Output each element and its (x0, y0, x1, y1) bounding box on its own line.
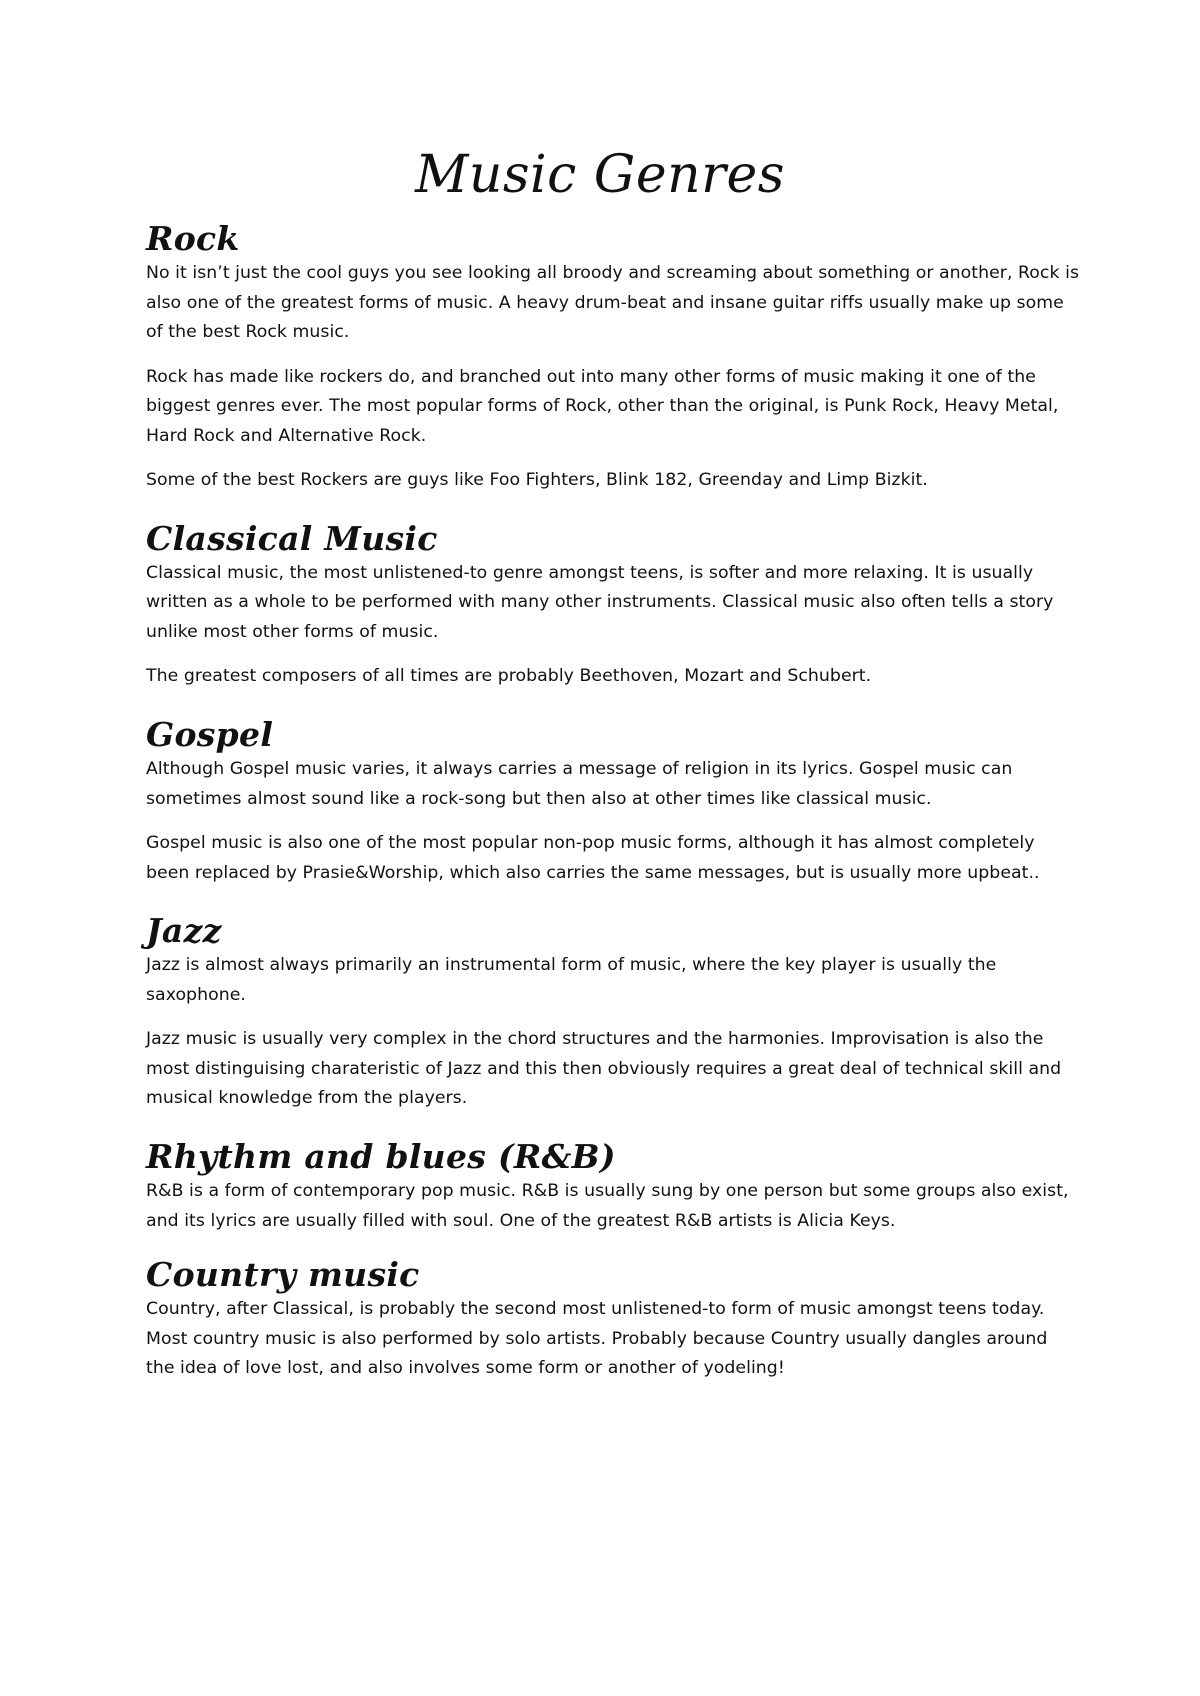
paragraph: Some of the best Rockers are guys like Foo Fighters, Blink 182, Greenday and Limp Bizkit. (146, 470, 928, 491)
section-heading-rock: Rock (146, 218, 240, 258)
section-gospel (146, 714, 1080, 888)
paragraph: Rock has made like rockers do, and branched out into many other forms of music making it one of the biggest genres ever. The most popular forms of Rock, other than the original, is Punk Rock, Heavy Metal, Hard Rock and Alternative Rock. (146, 366, 1059, 446)
paragraph: Classical music, the most unlistened-to genre amongst teens, is softer and more relaxing. It is usually written as a whole to be performed with many other instruments. Classical music also often tells a story unlike most other forms of music. (146, 562, 1054, 642)
section-heading-classical-music: Classical Music (146, 518, 438, 558)
section-rhythm-and-blues (146, 1136, 1080, 1236)
paragraph: Jazz is almost always primarily an instrumental form of music, where the key player is usually the saxophone. (146, 955, 997, 1005)
paragraph: Country, after Classical, is probably the second most unlistened-to form of music amongst teens today. Most country music is also performed by solo artists. Probably because Country usually dangles around the idea of love lost, and also involves some form or another of yodeling! (146, 1299, 1048, 1379)
section-heading-country-music: Country music (146, 1255, 420, 1295)
section-classical-music (146, 518, 1080, 692)
section-rock (146, 218, 1080, 496)
section-country-music (146, 1254, 1080, 1384)
page-title: Music Genres (415, 145, 785, 205)
paragraph: Although Gospel music varies, it always carries a message of religion in its lyrics. Gospel music can sometimes almost sound like a rock-song but then also at other times like classical music. (146, 759, 1013, 809)
section-heading-rhythm-and-blues: Rhythm and blues (R&B) (146, 1136, 616, 1176)
paragraph: No it isn’t just the cool guys you see looking all broody and screaming about something or another, Rock is also one of the greatest forms of music. A heavy drum-beat and insane guitar riffs usually make up some of the best Rock music. (146, 263, 1079, 343)
section-heading-jazz: Jazz (146, 911, 222, 951)
paragraph: Jazz music is usually very complex in the chord structures and the harmonies. Improvisation is also the most distinguising charateristic of Jazz and this then obviously requires a great deal of technical skill and musical knowledge from the players. (146, 1029, 1062, 1109)
section-heading-gospel: Gospel (146, 714, 274, 754)
paragraph: The greatest composers of all times are probably Beethoven, Mozart and Schubert. (146, 666, 872, 687)
section-jazz (146, 910, 1080, 1114)
paragraph: Gospel music is also one of the most popular non-pop music forms, although it has almost completely been replaced by Prasie&Worship, which also carries the same messages, but is usually more upbeat.. (146, 833, 1040, 883)
paragraph: R&B is a form of contemporary pop music. R&B is usually sung by one person but some groups also exist, and its lyrics are usually filled with soul. One of the greatest R&B artists is Alicia Keys. (146, 1181, 1069, 1231)
